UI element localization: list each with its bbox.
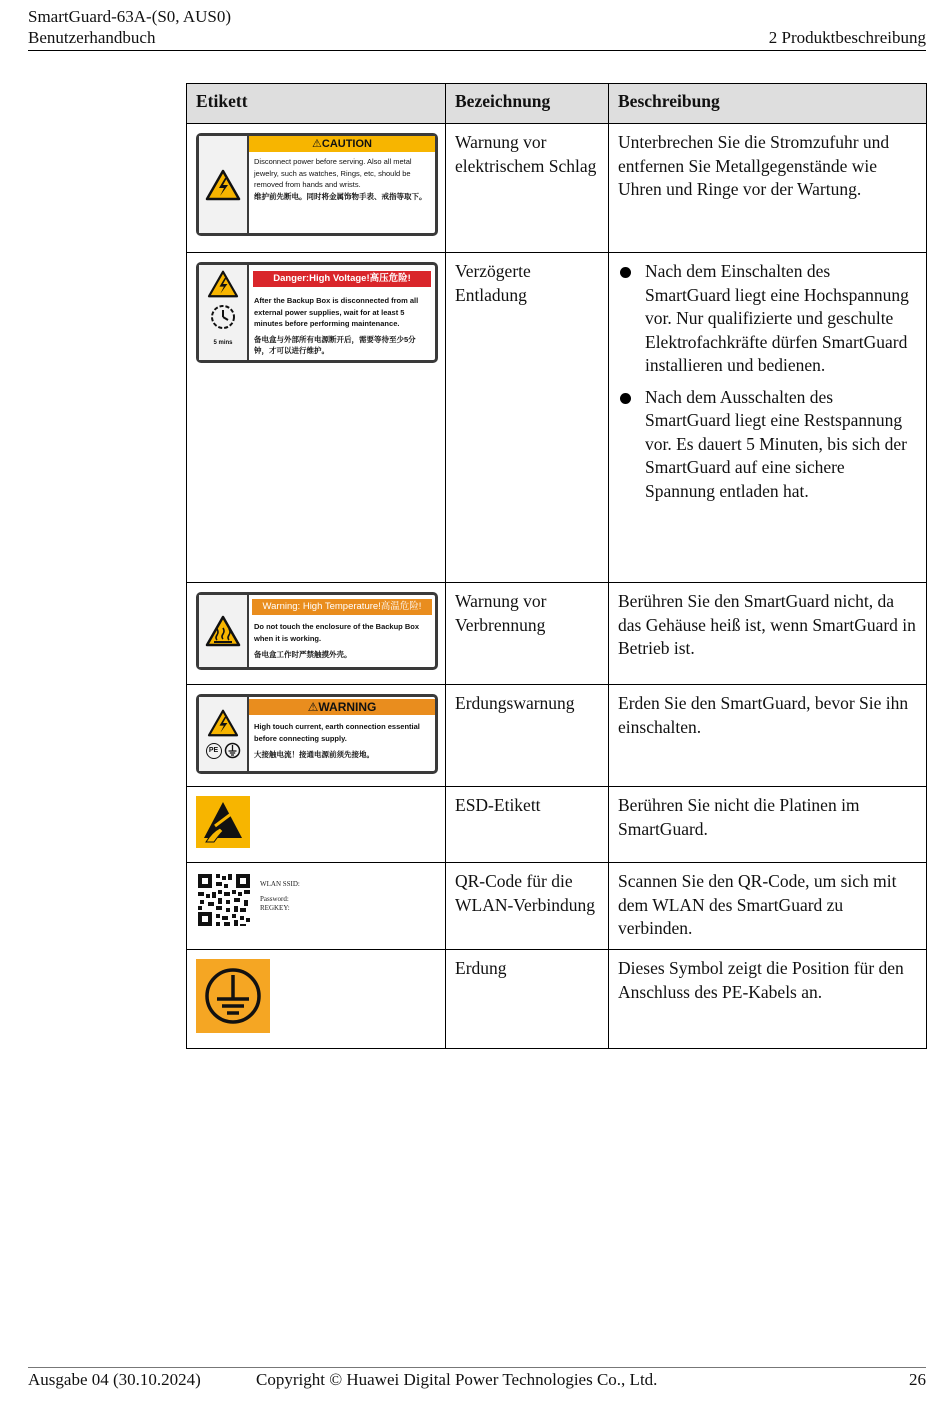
label-cell <box>187 950 446 1049</box>
table-row <box>187 583 927 685</box>
label-cell <box>187 787 446 863</box>
label-title: Warning: High Temperature!高温危险! <box>252 599 432 615</box>
timer-text: 5 mins <box>213 339 233 346</box>
column-header-name: Bezeichnung <box>446 84 609 124</box>
label-cell <box>187 685 446 787</box>
description-cell: Berühren Sie den SmartGuard nicht, da das Gehäuse heiß ist, wenn SmartGuard in Betrieb ist. <box>609 583 927 685</box>
page-footer <box>28 1369 926 1391</box>
product-name: SmartGuard-63A-(S0, AUS0) <box>28 7 232 26</box>
label-text-en: Do not touch the enclosure of the Backup Box when it is working. <box>254 622 420 643</box>
electric-shock-warning-icon <box>199 136 249 233</box>
label-text-en: After the Backup Box is disconnected from all external power supplies, wait for at least 5 minutes before performing maintenance. <box>254 296 419 328</box>
name-cell: ESD-Etikett <box>446 787 609 863</box>
qr-password-label: Password: <box>260 895 289 903</box>
label-text-en: Disconnect power before serving. Also all metal jewelry, such as watches, Rings, etc, should be removed from hands and wrists. <box>254 157 412 189</box>
table-header-row <box>187 84 927 124</box>
header-divider <box>28 50 926 51</box>
electric-shock-warning-icon <box>207 709 239 737</box>
label-cell <box>187 253 446 583</box>
pe-mark: PE <box>206 743 222 759</box>
name-cell: Erdung <box>446 950 609 1049</box>
bullet-item: Nach dem Einschalten des SmartGuard liegt eine Hochspannung vor. Nur qualifizierte und geschulte Elektrofachkräfte dürfen SmartGuard installieren und bedienen. <box>618 260 917 378</box>
page-number: 26 <box>909 1370 926 1389</box>
table-row <box>187 787 927 863</box>
name-cell: QR-Code für die WLAN-Verbindung <box>446 863 609 950</box>
qr-code-label <box>196 872 437 928</box>
esd-icon <box>196 796 250 848</box>
label-text-zh: 维护前先断电。同时将金属饰物手表、戒指等取下。 <box>254 191 427 201</box>
label-title: ⚠CAUTION <box>249 136 435 152</box>
label-text-en: High touch current, earth connection essential before connecting supply. <box>254 722 420 743</box>
bullet-item: Nach dem Ausschalten des SmartGuard liegt eine Restspannung vor. Es dauert 5 Minuten, bis sich der SmartGuard auf eine sichere Spannung entladen hat. <box>618 386 917 504</box>
label-title: Danger:High Voltage!高压危险! <box>253 271 431 287</box>
table-row <box>187 253 927 583</box>
name-cell: Warnung vor Verbrennung <box>446 583 609 685</box>
earth-warning-label <box>196 694 438 774</box>
chapter-title: 2 Produktbeschreibung <box>768 28 926 47</box>
ground-symbol-icon <box>224 742 241 759</box>
document-title: Benutzerhandbuch <box>28 28 156 47</box>
high-voltage-label <box>196 262 438 363</box>
label-cell <box>187 124 446 253</box>
name-cell: Erdungswarnung <box>446 685 609 787</box>
hot-surface-icon <box>199 595 249 667</box>
label-text-zh: 备电盒工作时严禁触摸外壳。 <box>254 650 352 659</box>
qr-code-icon <box>196 872 252 928</box>
label-title: ⚠WARNING <box>249 699 435 715</box>
label-cell <box>187 583 446 685</box>
high-temperature-label <box>196 592 438 670</box>
qr-ssid-label: WLAN SSID: <box>260 880 300 888</box>
copyright: Copyright © Huawei Digital Power Technologies Co., Ltd. <box>256 1370 658 1389</box>
labels-table <box>186 83 927 1049</box>
table-row <box>187 950 927 1049</box>
description-cell: Erden Sie den SmartGuard, bevor Sie ihn einschalten. <box>609 685 927 787</box>
label-text-zh: 大接触电流！接通电源前须先接地。 <box>254 750 374 759</box>
footer-divider <box>28 1367 926 1368</box>
edition-info: Ausgabe 04 (30.10.2024) <box>28 1370 201 1389</box>
table-row <box>187 124 927 253</box>
page-header <box>28 6 926 48</box>
label-cell <box>187 863 446 950</box>
name-cell: Verzögerte Entladung <box>446 253 609 583</box>
qr-regkey-label: REGKEY: <box>260 904 290 912</box>
description-cell: Scannen Sie den QR-Code, um sich mit dem WLAN des SmartGuard zu verbinden. <box>609 863 927 950</box>
timer-icon <box>208 303 238 331</box>
caution-label <box>196 133 438 236</box>
name-cell: Warnung vor elektrischem Schlag <box>446 124 609 253</box>
description-cell: Unterbrechen Sie die Stromzufuhr und entfernen Sie Metallgegenstände wie Uhren und Ringe vor der Wartung. <box>609 124 927 253</box>
table-row <box>187 863 927 950</box>
description-cell <box>609 253 927 583</box>
ground-symbol-icon <box>196 959 270 1033</box>
table-row <box>187 685 927 787</box>
description-cell: Berühren Sie nicht die Platinen im SmartGuard. <box>609 787 927 863</box>
label-text-zh: 备电盒与外部所有电源断开后，需要等待至少5分钟，才可以进行维护。 <box>254 334 416 355</box>
column-header-description: Beschreibung <box>609 84 927 124</box>
column-header-label: Etikett <box>187 84 446 124</box>
description-cell: Dieses Symbol zeigt die Position für den Anschluss des PE-Kabels an. <box>609 950 927 1049</box>
electric-shock-warning-icon <box>207 270 239 298</box>
